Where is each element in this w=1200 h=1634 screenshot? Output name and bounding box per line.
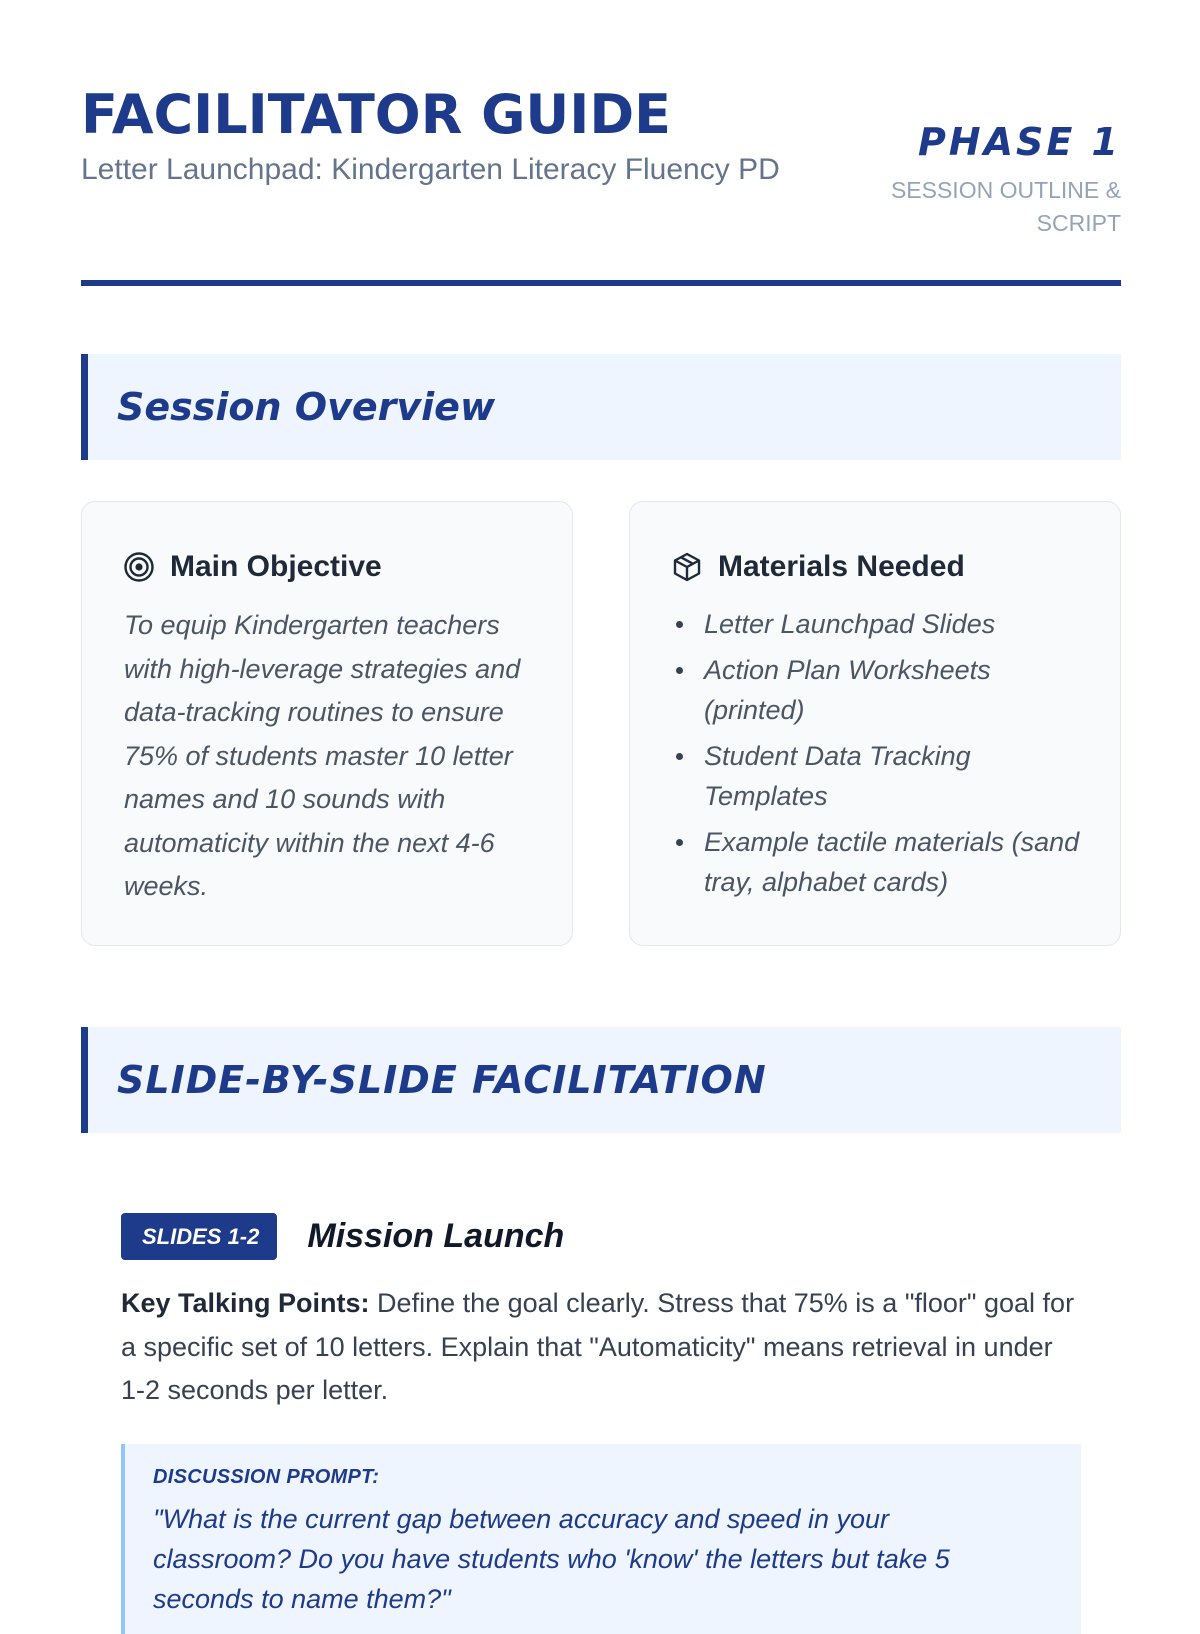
materials-card — [629, 501, 1121, 946]
slide-block-title: Mission Launch — [307, 1216, 565, 1255]
materials-list — [672, 604, 1092, 908]
objective-card-header — [123, 546, 382, 588]
talking-points — [121, 1282, 1081, 1413]
talking-points-text: Define the goal clearly. Stress that 75% is a "floor" goal for a specific set of 10 letters. Explain that "Automaticity" means retrieval in under 1-2 seconds per letter. — [121, 1288, 1075, 1405]
materials-list-item: Letter Launchpad Slides — [672, 604, 1092, 644]
objective-card — [81, 501, 573, 946]
objective-text: To equip Kindergarten teachers with high-leverage strategies and data-tracking routines to ensure 75% of students master 10 letter names and 10 sounds with automaticity within the next 4-6 weeks. — [124, 610, 521, 901]
page-title: FACILITATOR GUIDE — [81, 83, 672, 146]
materials-list-item: Example tactile materials (sand tray, alphabet cards) — [672, 822, 1092, 902]
slide-block-header — [121, 1212, 1081, 1260]
materials-list-item: Student Data Tracking Templates — [672, 736, 1092, 816]
materials-card-title: Materials Needed — [718, 550, 965, 583]
phase-subtitle: SESSION OUTLINE & SCRIPT — [890, 177, 1121, 236]
slides-badge: SLIDES 1-2 — [121, 1213, 277, 1260]
page-subtitle: Letter Launchpad: Kindergarten Literacy Fluency PD — [81, 153, 780, 186]
objective-card-title: Main Objective — [170, 550, 382, 583]
phase-label: PHASE 1 — [917, 120, 1121, 164]
section-banner-slides — [81, 1027, 1121, 1133]
discussion-prompt-text: "What is the current gap between accuracy and speed in your classroom? Do you have students who 'know' the letters but take 5 seconds to name them?" — [153, 1504, 950, 1614]
materials-list-item: Action Plan Worksheets (printed) — [672, 650, 1092, 730]
discussion-prompt-label: DISCUSSION PROMPT: — [153, 1466, 380, 1488]
header-divider — [81, 280, 1121, 286]
section-title-slides: SLIDE-BY-SLIDE FACILITATION — [117, 1058, 767, 1102]
page-header — [81, 78, 1121, 288]
discussion-prompt-box — [121, 1444, 1081, 1634]
materials-card-header — [671, 546, 965, 588]
target-icon — [123, 551, 155, 583]
section-title-overview: Session Overview — [117, 385, 496, 429]
section-banner-overview — [81, 354, 1121, 460]
box-icon — [671, 551, 703, 583]
slide-block — [121, 1212, 1081, 1614]
talking-points-label: Key Talking Points: — [121, 1288, 370, 1318]
